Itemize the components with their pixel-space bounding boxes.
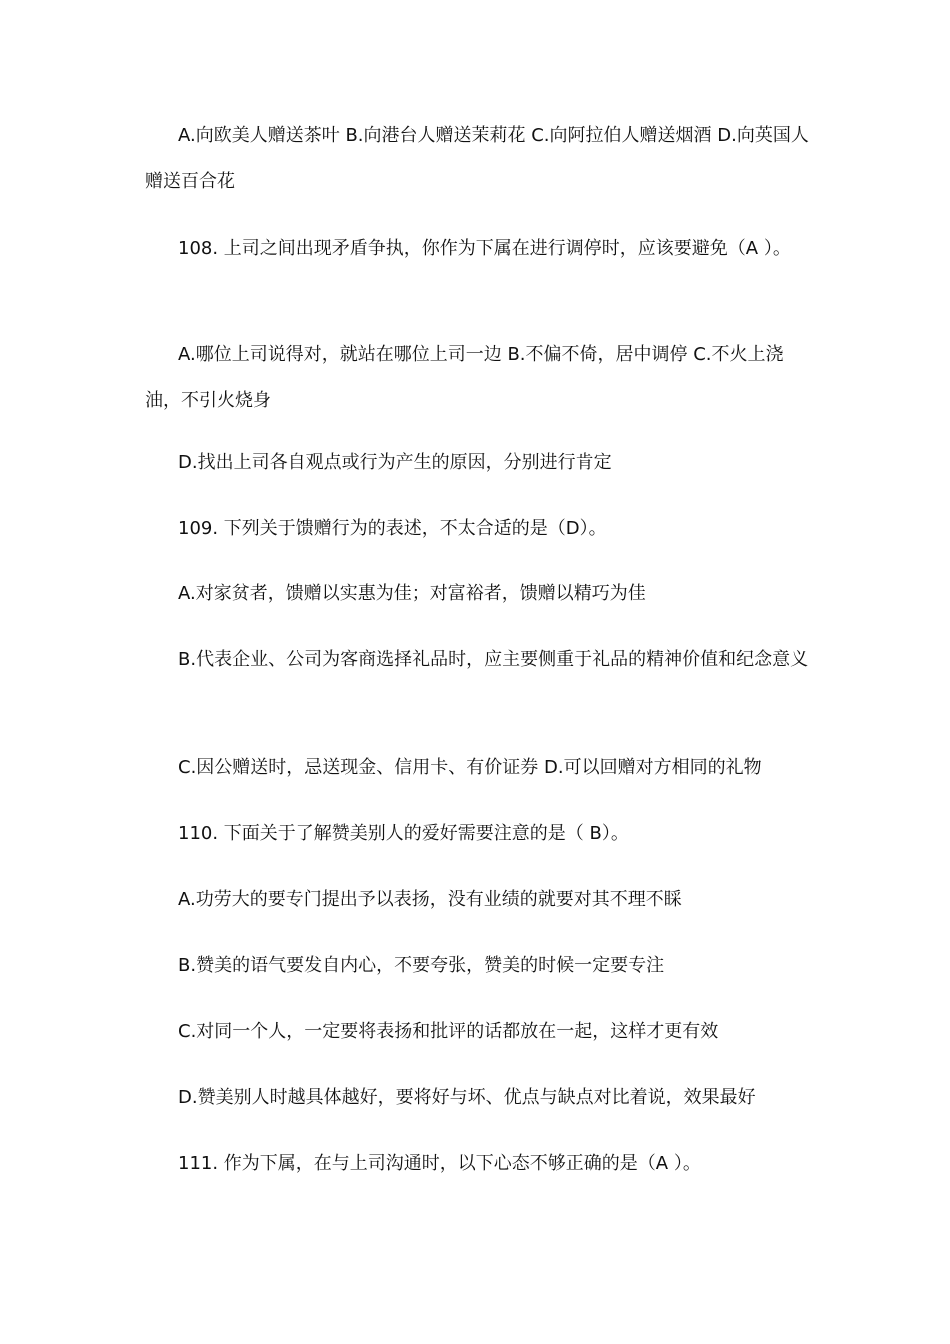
question-110: 110. 下面关于了解赞美别人的爱好需要注意的是（ B）。 bbox=[178, 823, 629, 844]
question-110-option-a: A.功劳大的要专门提出予以表扬，没有业绩的就要对其不理不睬 bbox=[178, 889, 682, 910]
question-108-option-d: D.找出上司各自观点或行为产生的原因，分别进行肯定 bbox=[178, 452, 612, 473]
question-109: 109. 下列关于馈赠行为的表述，不太合适的是（D）。 bbox=[178, 518, 607, 539]
question-108-options-abc: A.哪位上司说得对，就站在哪位上司一边 B.不偏不倚，居中调停 C.不火上浇油，不引火烧身 bbox=[145, 344, 784, 411]
question-110-option-d: D.赞美别人时越具体越好，要将好与坏、优点与缺点对比着说，效果最好 bbox=[178, 1087, 756, 1108]
question-109-option-a: A.对家贫者，馈赠以实惠为佳；对富裕者，馈赠以精巧为佳 bbox=[178, 583, 646, 604]
question-110-option-c: C.对同一个人，一定要将表扬和批评的话都放在一起，这样才更有效 bbox=[178, 1021, 719, 1042]
paragraph-107-options: A.向欧美人赠送茶叶 B.向港台人赠送茉莉花 C.向阿拉伯人赠送烟酒 D.向英国人赠送百合花 bbox=[145, 125, 809, 192]
question-110-option-b: B.赞美的语气要发自内心，不要夸张，赞美的时候一定要专注 bbox=[178, 955, 665, 976]
question-109-option-b: B.代表企业、公司为客商选择礼品时，应主要侧重于礼品的精神价值和纪念意义 bbox=[178, 649, 809, 670]
question-111: 111. 作为下属，在与上司沟通时，以下心态不够正确的是（A ）。 bbox=[178, 1153, 701, 1174]
question-109-options-cd: C.因公赠送时，忌送现金、信用卡、有价证券 D.可以回赠对方相同的礼物 bbox=[178, 757, 762, 778]
question-108: 108. 上司之间出现矛盾争执，你作为下属在进行调停时，应该要避免（A ）。 bbox=[178, 238, 791, 259]
